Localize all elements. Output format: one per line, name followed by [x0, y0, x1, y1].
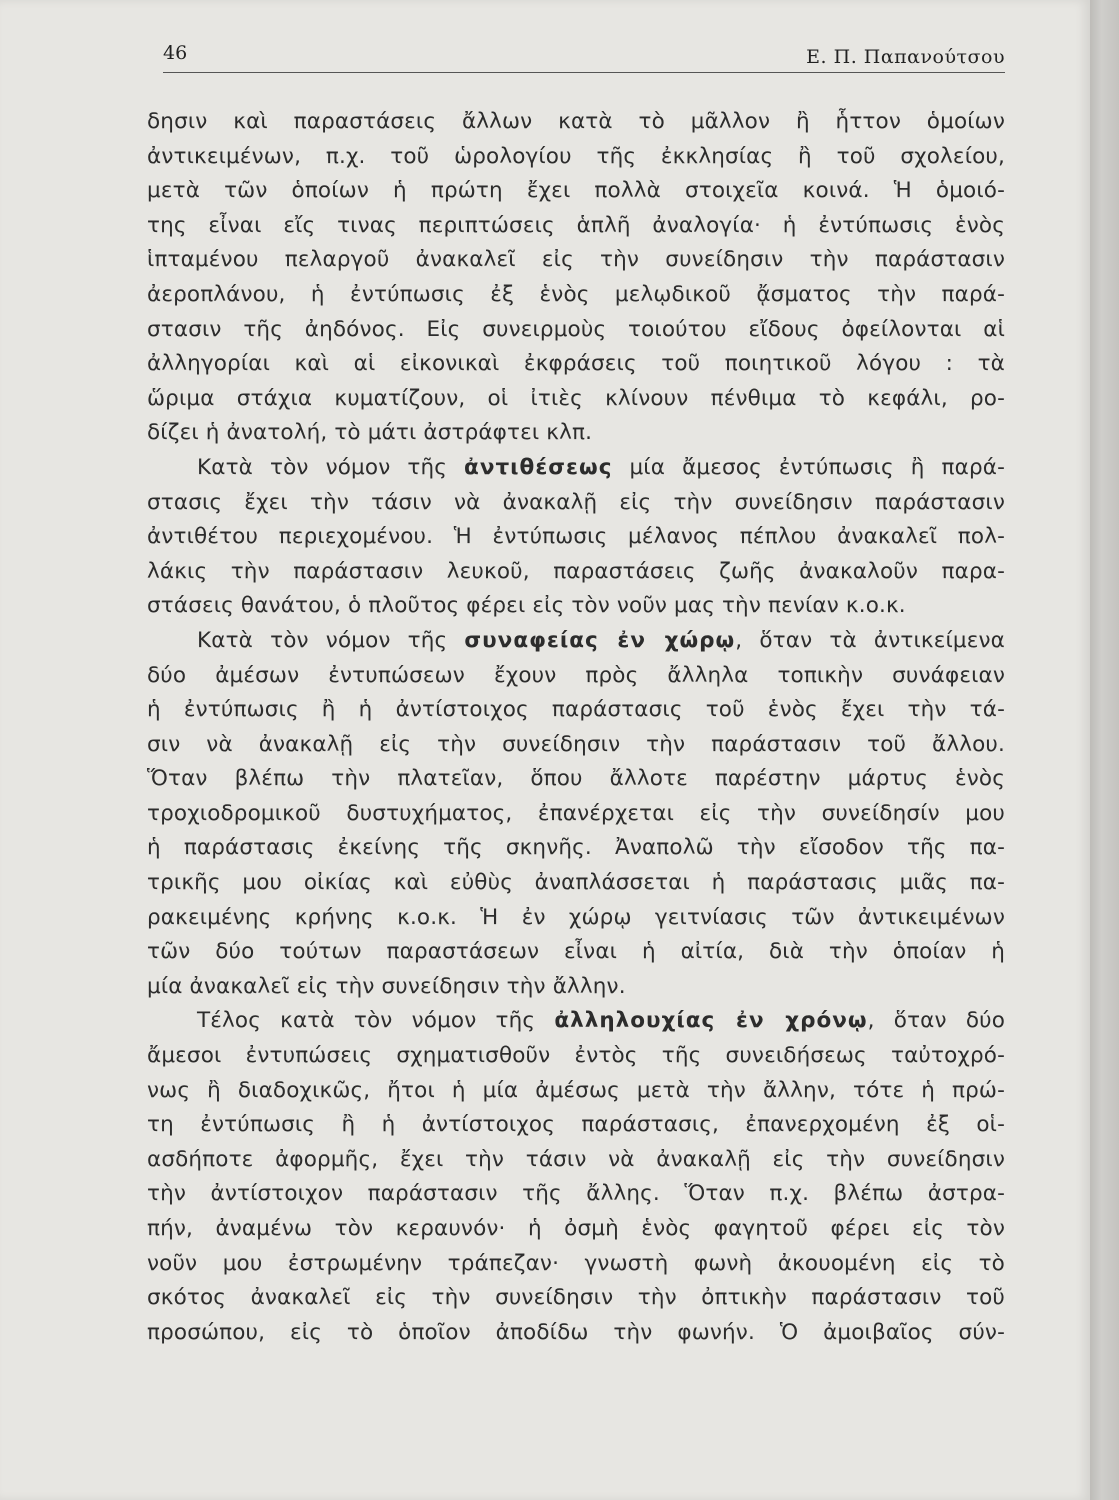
text-line — [147, 762, 1005, 797]
text-line — [147, 935, 1005, 970]
text-line — [147, 866, 1005, 901]
line-text: στασις ἔχει τὴν τάσιν νὰ ἀνακαλῇ εἰς τὴν συνείδησιν παράστασιν — [147, 489, 1005, 515]
page-header — [163, 42, 1005, 73]
line-text: τῶν δύο τούτων παραστάσεων εἶναι ἡ αἰτία, διὰ τὴν ὁποίαν ἡ — [147, 939, 1005, 965]
line-text: τροχιοδρομικοῦ δυστυχήματος, ἐπανέρχεται εἰς τὴν συνείδησίν μου — [147, 800, 1005, 826]
text-line — [147, 797, 1005, 832]
emphasized-term: συναφείας ἐν χώρῳ — [464, 627, 736, 653]
line-text: ἡ παράστασις ἐκείνης τῆς σκηνῆς. Ἀναπολῶ τὴν εἴσοδον τῆς πα- — [147, 835, 1005, 861]
page-number: 46 — [163, 42, 188, 64]
text-line — [147, 520, 1005, 555]
text-line — [147, 347, 1005, 382]
line-text: ασδήποτε ἀφορμῆς, ἔχει τὴν τάσιν νὰ ἀνακαλῇ εἰς τὴν συνείδησιν — [147, 1146, 1005, 1172]
line-text: στασιν τῆς ἀηδόνος. Εἰς συνειρμοὺς τοιούτου εἴδους ὀφείλονται αἱ — [147, 316, 1005, 342]
line-text: Τέλος κατὰ τὸν νόμον τῆς — [197, 1008, 555, 1034]
text-line — [147, 313, 1005, 348]
text-line — [147, 831, 1005, 866]
page-edge — [1090, 0, 1119, 1500]
line-text: τὴν ἀντίστοιχον παράστασιν τῆς ἄλλης. Ὅταν π.χ. βλέπω ἀστρα- — [147, 1181, 1005, 1207]
line-text: μία ἄμεσος ἐντύπωσις ἢ παρά- — [612, 454, 1005, 480]
line-text: ἀλληγορίαι καὶ αἱ εἰκονικαὶ ἐκφράσεις τοῦ ποιητικοῦ λόγου : τὰ — [147, 351, 1005, 377]
text-line — [147, 451, 1005, 486]
text-line — [147, 1108, 1005, 1143]
line-text: μετὰ τῶν ὁποίων ἡ πρώτη ἔχει πολλὰ στοιχεῖα κοινά. Ἡ ὁμοιό- — [147, 178, 1005, 204]
line-text: τη ἐντύπωσις ἢ ἡ ἀντίστοιχος παράστασις, ἐπανερχομένη ἐξ οἱ- — [147, 1112, 1005, 1138]
text-line — [147, 1039, 1005, 1074]
text-line — [147, 624, 1005, 659]
line-text: σκότος ἀνακαλεῖ εἰς τὴν συνείδησιν τὴν ὀπτικὴν παράστασιν τοῦ — [147, 1285, 1005, 1311]
text-line — [147, 1074, 1005, 1109]
text-line — [147, 243, 1005, 278]
text-line — [147, 970, 1005, 1005]
line-text: Ὅταν βλέπω τὴν πλατεῖαν, ὅπου ἄλλοτε παρέστην μάρτυς ἑνὸς — [147, 766, 1005, 792]
line-text: ὥριμα στάχια κυματίζουν, οἱ ἰτιὲς κλίνουν πένθιμα τὸ κεφάλι, ρο- — [147, 385, 1005, 411]
line-text: νοῦν μου ἐστρωμένην τράπεζαν· γνωστὴ φωνὴ ἀκουομένη εἰς τὸ — [147, 1250, 1005, 1276]
text-line — [147, 1143, 1005, 1178]
text-line — [147, 174, 1005, 209]
line-text: Κατὰ τὸν νόμον τῆς — [197, 627, 465, 653]
line-text: λάκις τὴν παράστασιν λευκοῦ, παραστάσεις ζωῆς ἀνακαλοῦν παρα- — [147, 558, 1005, 584]
text-line — [147, 105, 1005, 140]
text-line — [147, 1177, 1005, 1212]
text-line — [147, 486, 1005, 521]
line-text: νως ἢ διαδοχικῶς, ἤτοι ἡ μία ἀμέσως μετὰ τὴν ἄλλην, τότε ἡ πρώ- — [147, 1077, 1005, 1103]
line-text: ἡ ἐντύπωσις ἢ ἡ ἀντίστοιχος παράστασις τοῦ ἑνὸς ἔχει τὴν τά- — [147, 697, 1005, 723]
body-text — [147, 105, 1005, 1350]
line-text: , ὅταν δύο — [867, 1008, 1006, 1034]
line-text: , ὅταν τὰ ἀντικείμενα — [735, 627, 1005, 653]
text-line — [147, 416, 1005, 451]
line-text: ἀντιθέτου περιεχομένου. Ἡ ἐντύπωσις μέλανος πέπλου ἀνακαλεῖ πολ- — [147, 524, 1005, 550]
line-text: δύο ἀμέσων ἐντυπώσεων ἔχουν πρὸς ἄλληλα τοπικὴν συνάφειαν — [147, 662, 1005, 688]
text-line — [147, 693, 1005, 728]
line-text: ρακειμένης κρήνης κ.ο.κ. Ἡ ἐν χώρῳ γειτνίασις τῶν ἀντικειμένων — [147, 904, 1005, 930]
line-text: προσώπου, εἰς τὸ ὁποῖον ἀποδίδω τὴν φωνήν. Ὁ ἀμοιβαῖος σύν- — [147, 1319, 1005, 1345]
text-line — [147, 140, 1005, 175]
line-text: ἄμεσοι ἐντυπώσεις σχηματισθοῦν ἐντὸς τῆς συνειδήσεως ταὐτοχρό- — [147, 1043, 1005, 1069]
text-line — [147, 555, 1005, 590]
text-line — [147, 728, 1005, 763]
line-text: δίζει ἡ ἀνατολή, τὸ μάτι ἀστράφτει κλπ. — [147, 420, 593, 446]
emphasized-term: ἀλληλουχίας ἐν χρόνῳ — [554, 1008, 868, 1034]
line-text: Κατὰ τὸν νόμον τῆς — [197, 454, 465, 480]
line-text: στάσεις θανάτου, ὁ πλοῦτος φέρει εἰς τὸν νοῦν μας τὴν πενίαν κ.ο.κ. — [147, 593, 906, 619]
line-text: δησιν καὶ παραστάσεις ἄλλων κατὰ τὸ μᾶλλον ἢ ἧττον ὁμοίων — [147, 109, 1005, 134]
text-line — [147, 1212, 1005, 1247]
line-text: ἱπταμένου πελαργοῦ ἀνακαλεῖ εἰς τὴν συνείδησιν τὴν παράστασιν — [147, 247, 1005, 273]
line-text: σιν νὰ ἀνακαλῇ εἰς τὴν συνείδησιν τὴν παράστασιν τοῦ ἄλλου. — [147, 731, 1005, 757]
line-text: μία ἀνακαλεῖ εἰς τὴν συνείδησιν τὴν ἄλλην. — [147, 973, 626, 999]
line-text: τρικῆς μου οἰκίας καὶ εὐθὺς ἀναπλάσσεται ἡ παράστασις μιᾶς πα- — [147, 870, 1005, 896]
line-text: ἀεροπλάνου, ἡ ἐντύπωσις ἐξ ἑνὸς μελῳδικοῦ ᾄσματος τὴν παρά- — [147, 281, 1005, 307]
text-line — [147, 659, 1005, 694]
text-line — [147, 1281, 1005, 1316]
emphasized-term: ἀντιθέσεως — [464, 454, 613, 480]
text-line — [147, 1004, 1005, 1039]
text-line — [147, 382, 1005, 417]
text-line — [147, 589, 1005, 624]
running-head: Ε. Π. Παπανούτσου — [806, 46, 1005, 68]
line-text: ἀντικειμένων, π.χ. τοῦ ὡρολογίου τῆς ἐκκλησίας ἢ τοῦ σχολείου, — [147, 143, 1005, 169]
text-line — [147, 209, 1005, 244]
line-text: πήν, ἀναμένω τὸν κεραυνόν· ἡ ὀσμὴ ἑνὸς φαγητοῦ φέρει εἰς τὸν — [147, 1216, 1005, 1241]
line-text: της εἶναι εἴς τινας περιπτώσεις ἁπλῆ ἀναλογία· ἡ ἐντύπωσις ἑνὸς — [147, 212, 1005, 238]
text-line — [147, 901, 1005, 936]
text-line — [147, 1247, 1005, 1282]
text-line — [147, 278, 1005, 313]
text-line — [147, 1316, 1005, 1351]
